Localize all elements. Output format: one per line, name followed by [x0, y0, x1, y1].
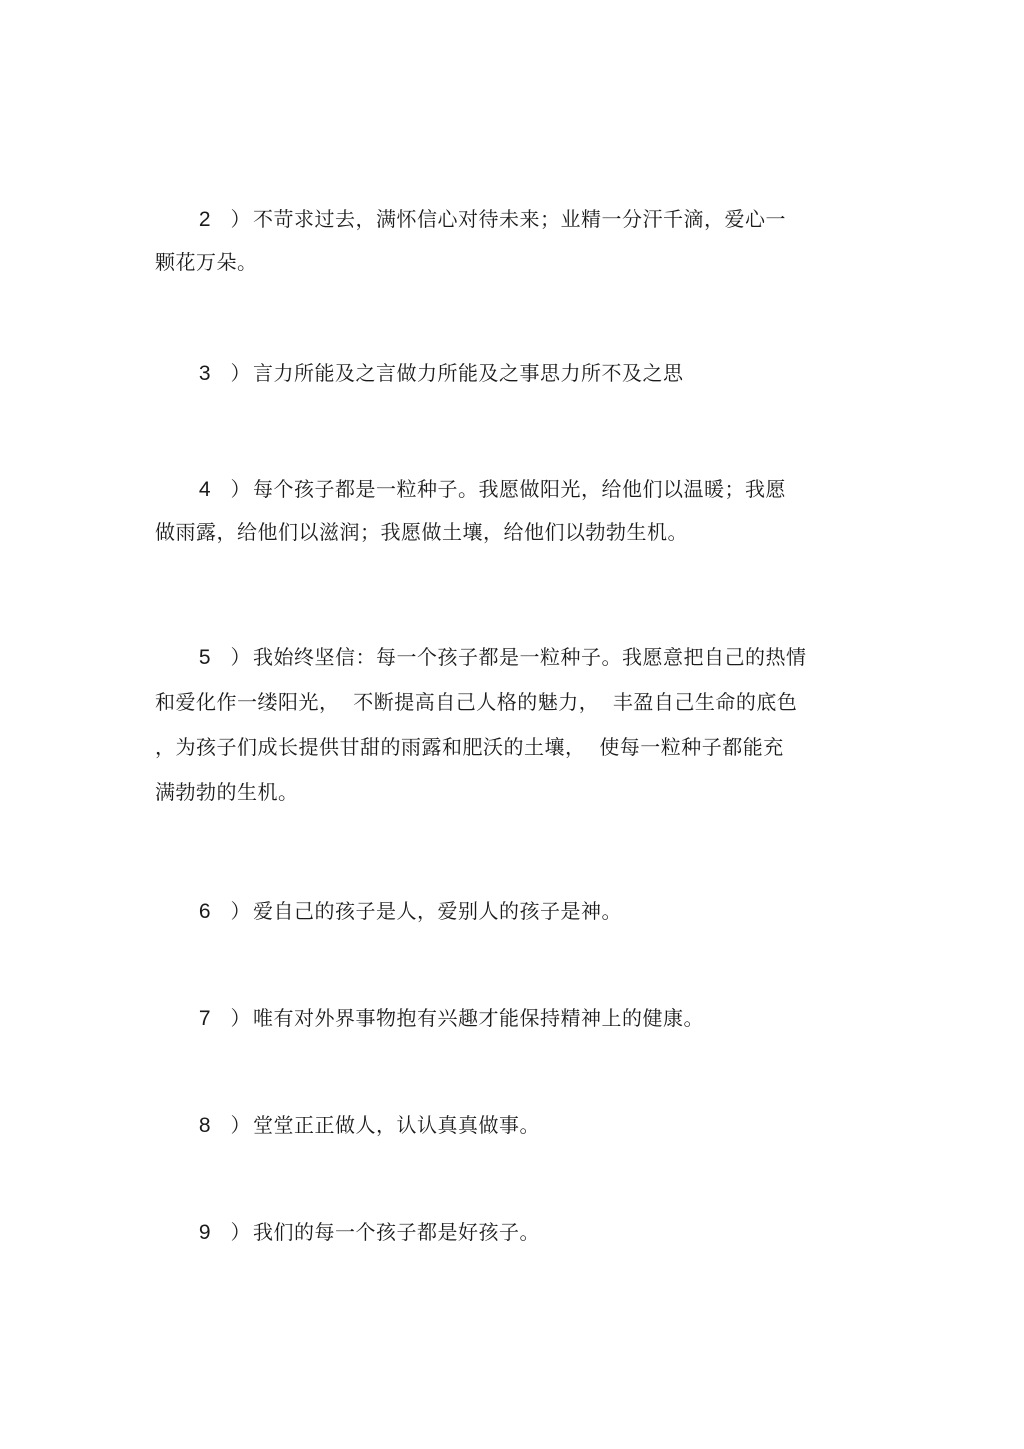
item-number: 9 [198, 1221, 211, 1244]
item-text: 每个孩子都是一粒种子。我愿做阳光，给他们以温暖；我愿 [253, 477, 786, 501]
list-item-4 [155, 468, 875, 553]
item-line [155, 1102, 875, 1149]
item-line [155, 995, 875, 1042]
item-line [155, 635, 875, 680]
list-item-2 [155, 198, 875, 283]
item-text: 唯有对外界事物抱有兴趣才能保持精神上的健康。 [253, 1006, 704, 1030]
item-text: 我始终坚信：每一个孩子都是一粒种子。我愿意把自己的热情 [253, 645, 807, 669]
item-line [155, 350, 875, 397]
item-line [155, 468, 875, 511]
item-line [155, 1209, 875, 1256]
item-paren: ） [230, 1006, 251, 1030]
item-line [155, 198, 875, 241]
item-line: 和爱化作一缕阳光， 不断提高自己人格的魅力， 丰盈自己生命的底色 [155, 690, 798, 714]
item-number: 7 [198, 1007, 211, 1030]
item-number: 6 [198, 900, 211, 923]
item-line: ，为孩子们成长提供甘甜的雨露和肥沃的土壤， 使每一粒种子都能充 [155, 735, 784, 759]
item-text: 言力所能及之言做力所能及之事思力所不及之思 [253, 361, 684, 385]
item-line: 做雨露，给他们以滋润；我愿做土壤，给他们以勃勃生机。 [155, 520, 688, 544]
list-item-8 [155, 1102, 875, 1149]
list-item-3 [155, 350, 875, 397]
item-paren: ） [230, 361, 251, 385]
list-item-6 [155, 888, 875, 935]
item-number: 4 [198, 478, 211, 501]
item-paren: ） [230, 477, 251, 501]
item-number: 2 [198, 208, 211, 231]
list-item-5 [155, 635, 875, 815]
item-number: 8 [198, 1114, 211, 1137]
item-line: 颗花万朵。 [155, 250, 258, 274]
item-number: 3 [198, 362, 211, 385]
item-paren: ） [230, 899, 251, 923]
item-text: 不苛求过去，满怀信心对待未来；业精一分汗千滴，爱心一 [253, 207, 786, 231]
item-paren: ） [230, 207, 251, 231]
item-text: 我们的每一个孩子都是好孩子。 [253, 1220, 540, 1244]
item-text: 爱自己的孩子是人，爱别人的孩子是神。 [253, 899, 622, 923]
item-line: 满勃勃的生机。 [155, 780, 299, 804]
item-paren: ） [230, 645, 251, 669]
item-text: 堂堂正正做人，认认真真做事。 [253, 1113, 540, 1137]
item-line [155, 888, 875, 935]
list-item-7 [155, 995, 875, 1042]
list-item-9 [155, 1209, 875, 1256]
item-paren: ） [230, 1113, 251, 1137]
item-number: 5 [198, 646, 211, 669]
item-paren: ） [230, 1220, 251, 1244]
